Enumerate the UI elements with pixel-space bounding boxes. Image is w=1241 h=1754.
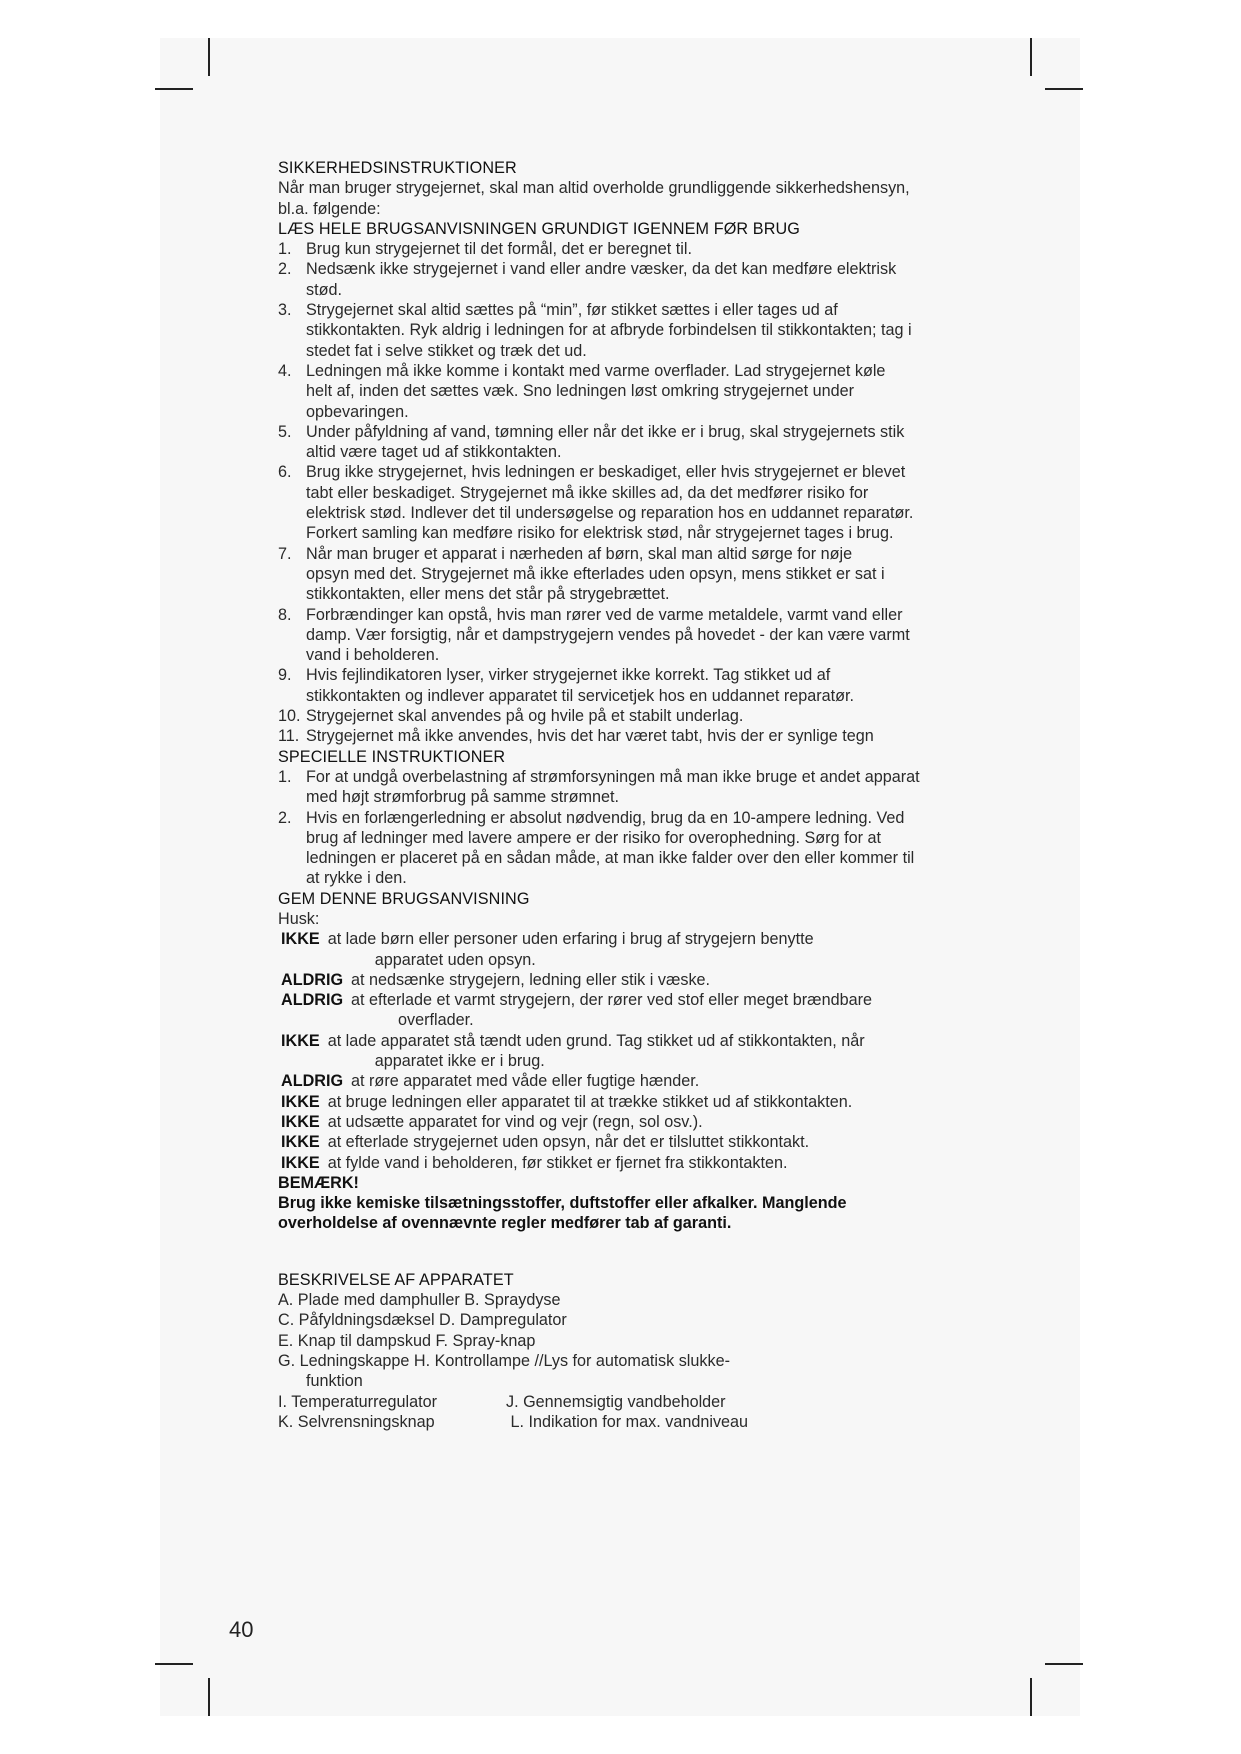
- list-item-line: Strygejernet skal altid sættes på “min”, før stikket sættes i eller tages ud af: [306, 301, 838, 320]
- list-item-number: 6.: [278, 463, 292, 482]
- section-heading: SIKKERHEDSINSTRUKTIONER: [278, 159, 517, 177]
- crop-mark: [208, 1678, 210, 1716]
- list-item: [278, 544, 978, 605]
- crop-mark: [155, 1663, 193, 1665]
- intro-line: bl.a. følgende:: [278, 199, 381, 218]
- reminder-keyword: ALDRIG: [281, 970, 344, 989]
- list-item: [278, 767, 978, 808]
- reminder-item: [278, 1092, 978, 1112]
- reminder-keyword: ALDRIG: [281, 991, 344, 1010]
- list-item-line: stedet fat i selve stikket og træk det ud.: [306, 341, 587, 360]
- reminder-text: [351, 1071, 978, 1091]
- reminder-keyword: IKKE: [281, 930, 320, 949]
- list-item-line: For at undgå overbelastning af strømforsyningen må man ikke bruge et andet apparat: [306, 767, 920, 786]
- document-body: [278, 158, 978, 1432]
- list-item-line: Strygejernet skal anvendes på og hvile på et stabilt underlag.: [306, 707, 744, 726]
- reminder-keyword: ALDRIG: [281, 1072, 344, 1091]
- reminder-list: [278, 929, 978, 1173]
- reminder-keyword: IKKE: [281, 1133, 320, 1152]
- list-item-text: [306, 726, 978, 746]
- list-item: [278, 726, 978, 746]
- list-item-line: stikkontakten, eller mens det står på strygebrættet.: [306, 585, 670, 604]
- reminder-text: [351, 990, 978, 1031]
- reminder-item: [278, 1031, 978, 1072]
- list-item-line: opbevaringen.: [306, 402, 409, 421]
- reminder-line: at lade børn eller personer uden erfaring i brug af strygejern benytte: [327, 930, 814, 949]
- section-heading: LÆS HELE BRUGSANVISNINGEN GRUNDIGT IGENNEM FØR BRUG: [278, 219, 800, 238]
- reminder-text: [328, 1092, 978, 1112]
- reminder-text: [328, 929, 978, 970]
- list-item-number: 11.: [278, 727, 300, 746]
- list-item-text: [306, 706, 978, 726]
- list-item-number: 1.: [278, 767, 292, 786]
- list-item-text: [306, 665, 978, 706]
- list-item-line: Hvis en forlængerledning er absolut nødvendig, brug da en 10-ampere ledning. Ved: [306, 808, 905, 827]
- list-item: [278, 808, 978, 889]
- reminder-text: [351, 970, 978, 990]
- section-heading: SPECIELLE INSTRUKTIONER: [278, 747, 506, 766]
- list-item-text: [306, 767, 978, 808]
- list-item-line: helt af, inden det sættes væk. Sno ledningen løst omkring strygejernet under: [306, 382, 854, 401]
- special-section: [278, 747, 978, 889]
- reminder-item: [278, 1153, 978, 1173]
- list-item: [278, 605, 978, 666]
- list-item-line: Ledningen må ikke komme i kontakt med varme overflader. Lad strygejernet køle: [306, 361, 886, 380]
- reminder-line: at nedsænke strygejern, ledning eller stik i væske.: [351, 970, 711, 989]
- list-item: [278, 422, 978, 463]
- reminder-keyword: IKKE: [281, 1031, 320, 1050]
- list-item-line: stikkontakten. Ryk aldrig i ledningen for at afbryde forbindelsen til stikkontakten; tag i: [306, 321, 912, 340]
- part-line: funktion: [306, 1372, 363, 1391]
- numbered-list: [278, 767, 978, 889]
- list-item-line: brug af ledninger med lavere ampere er der risiko for overophedning. Sørg for at: [306, 828, 881, 847]
- reminder-line: overflader.: [398, 1011, 474, 1030]
- list-item-line: altid være taget ud af stikkontakten.: [306, 443, 562, 462]
- reminder-item: [278, 1132, 978, 1152]
- reminder-keyword: IKKE: [281, 1153, 320, 1172]
- list-item-line: Under påfyldning af vand, tømning eller når det ikke er i brug, skal strygejernets stik: [306, 422, 905, 441]
- crop-mark: [1030, 1678, 1032, 1716]
- reminder-line: at lade apparatet stå tændt uden grund. Tag stikket ud af stikkontakten, når: [327, 1031, 865, 1050]
- part-l: L. Indikation for max. vandniveau: [506, 1412, 749, 1431]
- keep-section: [278, 889, 978, 1173]
- crop-mark: [1045, 88, 1083, 90]
- intro-line: Når man bruger strygejernet, skal man altid overholde grundliggende sikkerhedshensyn,: [278, 179, 910, 198]
- note-line: Brug ikke kemiske tilsætningsstoffer, duftstoffer eller afkalker. Manglende: [278, 1194, 847, 1213]
- reminder-item: [278, 1112, 978, 1132]
- list-item: [278, 706, 978, 726]
- list-item-text: [306, 361, 978, 422]
- part-line: C. Påfyldningsdæksel D. Dampregulator: [278, 1311, 567, 1330]
- list-item-number: 8.: [278, 605, 292, 624]
- note-line: overholdelse af ovennævnte regler medfører tab af garanti.: [278, 1214, 732, 1233]
- list-item-text: [306, 422, 978, 463]
- list-item-number: 2.: [278, 808, 292, 827]
- reminder-line: at fylde vand i beholderen, før stikket er fjernet fra stikkontakten.: [327, 1153, 788, 1172]
- crop-mark: [208, 38, 210, 76]
- crop-mark: [1030, 38, 1032, 76]
- part-row: [278, 1392, 978, 1412]
- list-item-number: 1.: [278, 240, 292, 259]
- reminder-line: at efterlade strygejernet uden opsyn, når det er tilsluttet stikkontakt.: [327, 1133, 810, 1152]
- list-item-line: Strygejernet må ikke anvendes, hvis det har været tabt, hvis der er synlige tegn: [306, 727, 874, 746]
- list-item-line: stød.: [306, 280, 342, 299]
- list-item-line: med højt strømforbrug på samme strømnet.: [306, 788, 620, 807]
- list-item: [278, 462, 978, 543]
- reminder-keyword: IKKE: [281, 1092, 320, 1111]
- reminder-item: [278, 970, 978, 990]
- list-item-number: 4.: [278, 361, 292, 380]
- list-item-number: 10.: [278, 707, 301, 726]
- part-row: [278, 1412, 978, 1432]
- numbered-list: [278, 239, 978, 746]
- list-item-text: [306, 544, 978, 605]
- reminder-item: [278, 1071, 978, 1091]
- list-item-text: [306, 462, 978, 543]
- list-item: [278, 300, 978, 361]
- list-item-text: [306, 605, 978, 666]
- section-heading: BESKRIVELSE AF APPARATET: [278, 1270, 514, 1289]
- list-item-line: ledningen er placeret på en sådan måde, at man ikke falder over den eller kommer til: [306, 849, 915, 868]
- list-item-number: 5.: [278, 422, 292, 441]
- reminder-text: [328, 1112, 978, 1132]
- description-section: [278, 1270, 978, 1432]
- reminder-line: at røre apparatet med våde eller fugtige hænder.: [351, 1072, 700, 1091]
- list-item: [278, 665, 978, 706]
- list-item: [278, 361, 978, 422]
- reminder-line: at efterlade et varmt strygejern, der rører ved stof eller meget brændbare: [351, 991, 872, 1010]
- list-item-line: stikkontakten og indlever apparatet til servicetjek hos en uddannet reparatør.: [306, 686, 854, 705]
- list-item: [278, 259, 978, 300]
- reminder-line: at bruge ledningen eller apparatet til at trække stikket ud af stikkontakten.: [327, 1092, 853, 1111]
- safety-section: [278, 158, 978, 219]
- list-item-line: elektrisk stød. Indlever det til undersøgelse og reparation hos en uddannet reparatør.: [306, 504, 914, 523]
- list-item-text: [306, 300, 978, 361]
- note-section: [278, 1173, 978, 1234]
- reminder-item: [278, 990, 978, 1031]
- part-line: E. Knap til dampskud F. Spray-knap: [278, 1331, 536, 1350]
- list-item-line: Hvis fejlindikatoren lyser, virker strygejernet ikke korrekt. Tag stikket ud af: [306, 666, 831, 685]
- page-number: 40: [229, 1617, 254, 1642]
- list-item-number: 7.: [278, 544, 292, 563]
- list-item-line: vand i beholderen.: [306, 646, 440, 665]
- read-all-section: [278, 219, 978, 747]
- list-item-line: damp. Vær forsigtig, når et dampstrygejern vendes på hovedet - der kan være varmt: [306, 625, 910, 644]
- part-line: G. Ledningskappe H. Kontrollampe //Lys for automatisk slukke-: [278, 1351, 730, 1370]
- list-item-number: 2.: [278, 260, 292, 279]
- list-item-text: [306, 808, 978, 889]
- reminder-line: apparatet ikke er i brug.: [374, 1052, 545, 1071]
- list-item-line: Nedsænk ikke strygejernet i vand eller andre væsker, da det kan medføre elektrisk: [306, 260, 897, 279]
- list-item-line: Brug kun strygejernet til det formål, det er beregnet til.: [306, 240, 692, 259]
- list-item-line: at rykke i den.: [306, 869, 407, 888]
- reminder-text: [328, 1132, 978, 1152]
- list-item-line: Når man bruger et apparat i nærheden af børn, skal man altid sørge for nøje: [306, 544, 853, 563]
- reminder-keyword: IKKE: [281, 1112, 320, 1131]
- crop-mark: [1045, 1663, 1083, 1665]
- list-item-line: Forkert samling kan medføre risiko for elektrisk stød, når strygejernet tages i brug.: [306, 524, 894, 543]
- crop-mark: [155, 88, 193, 90]
- list-item-line: tabt eller beskadiget. Strygejernet må ikke skilles ad, da det medfører risiko for: [306, 483, 869, 502]
- reminder-line: apparatet uden opsyn.: [374, 950, 536, 969]
- reminder-item: [278, 929, 978, 970]
- reminder-text: [328, 1153, 978, 1173]
- note-heading: BEMÆRK!: [278, 1173, 359, 1192]
- part-i: I. Temperaturregulator: [278, 1392, 437, 1411]
- reminder-line: at udsætte apparatet for vind og vejr (regn, sol osv.).: [327, 1112, 703, 1131]
- list-item: [278, 239, 978, 259]
- list-item-line: Brug ikke strygejernet, hvis ledningen er beskadiget, eller hvis strygejernet er blevet: [306, 463, 906, 482]
- list-item-line: opsyn med det. Strygejernet må ikke efterlades uden opsyn, mens stikket er sat i: [306, 564, 885, 583]
- list-item-text: [306, 259, 978, 300]
- part-k: K. Selvrensningsknap: [278, 1412, 435, 1431]
- list-item-number: 3.: [278, 301, 292, 320]
- list-item-number: 9.: [278, 666, 292, 685]
- list-item-line: Forbrændinger kan opstå, hvis man rører ved de varme metaldele, varmt vand eller: [306, 605, 903, 624]
- reminder-text: [328, 1031, 978, 1072]
- list-item-text: [306, 239, 978, 259]
- section-heading: GEM DENNE BRUGSANVISNING: [278, 889, 530, 908]
- husk-label: Husk:: [278, 909, 320, 928]
- part-line: A. Plade med damphuller B. Spraydyse: [278, 1291, 561, 1310]
- part-j: J. Gennemsigtig vandbeholder: [506, 1392, 726, 1411]
